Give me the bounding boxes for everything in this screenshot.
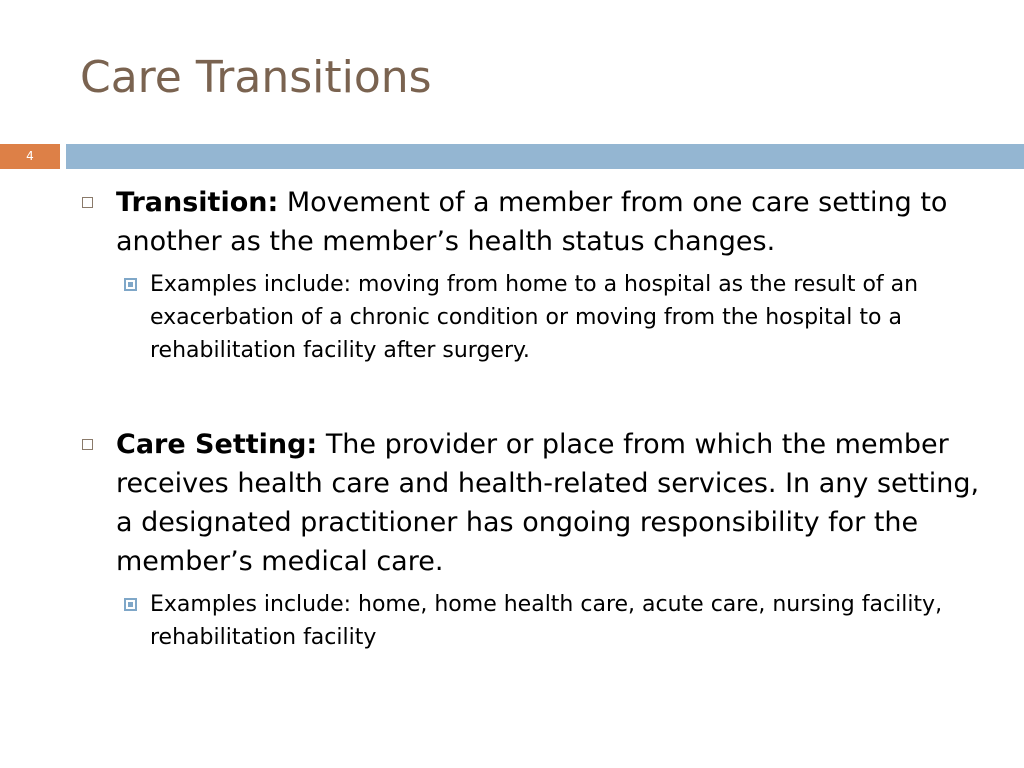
bullet-term: Care Setting: (116, 429, 318, 460)
filled-square-bullet-icon (124, 598, 137, 611)
bullet-transition (80, 183, 980, 261)
sub-bullet-transition-examples (80, 268, 980, 367)
sub-bullet-care-setting-examples (80, 588, 980, 654)
hollow-square-bullet-icon (82, 439, 93, 450)
slide-number: 4 (0, 144, 60, 169)
filled-square-bullet-icon (124, 278, 137, 291)
bullet-care-setting (80, 425, 980, 581)
sub-bullet-text: Examples include: home, home health care, acute care, nursing facility, rehabilitation facility (150, 592, 943, 650)
sub-bullet-text: Examples include: moving from home to a hospital as the result of an exacerbation of a chronic condition or moving from the hospital to a rehabilitation facility after surgery. (150, 272, 919, 363)
bullet-text: Movement of a member from one care setting to another as the member’s health status changes. (116, 187, 948, 257)
bullet-text: The provider or place from which the member receives health care and health-related services. In any setting, a designated practitioner has ongoing responsibility for the member’s medical care. (116, 429, 980, 577)
bullet-term: Transition: (116, 187, 279, 218)
hollow-square-bullet-icon (82, 197, 93, 208)
slide-title: Care Transitions (80, 52, 432, 103)
slide-content (80, 183, 980, 654)
accent-band (66, 144, 1024, 169)
